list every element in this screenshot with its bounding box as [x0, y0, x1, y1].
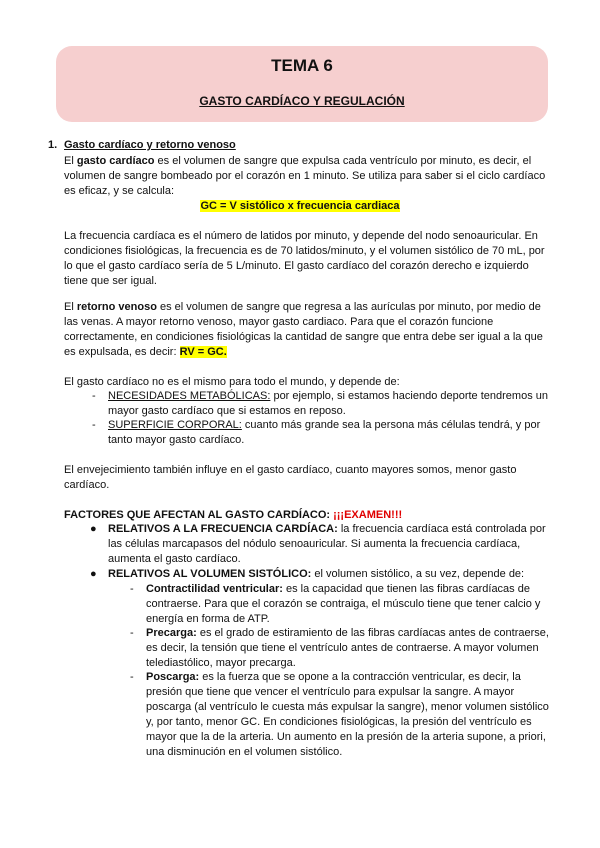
contr-line3: energía en forma de ATP.	[146, 613, 270, 625]
vs-line1: RELATIVOS AL VOLUMEN SISTÓLICO: el volumen sistólico, a su vez, depende de:	[108, 568, 525, 580]
exam-label: ¡¡¡EXAMEN!!!	[333, 509, 403, 521]
p2-line1: La frecuencia cardíaca es el número de latidos por minuto, y depende del nodo senoauricular. En	[64, 230, 538, 242]
p1-line1: El gasto cardíaco es el volumen de sangre que expulsa cada ventrículo por minuto, es decir, el	[64, 155, 532, 167]
p4-line: El gasto cardíaco no es el mismo para todo el mundo, y depende de:	[64, 376, 400, 388]
dash-marker: -	[130, 583, 134, 595]
rv-gc-formula: RV = GC.	[179, 346, 227, 358]
pos-line1: Poscarga: es la fuerza que se opone a la contracción ventricular, es decir, la	[146, 671, 521, 683]
dash-marker: -	[92, 419, 96, 431]
contr-line1: Contractilidad ventricular: es la capacidad que tienen las fibras cardíacas de	[146, 583, 530, 595]
page-subtitle: GASTO CARDÍACO Y REGULACIÓN	[199, 94, 405, 108]
section-heading: Gasto cardíaco y retorno venoso	[64, 139, 236, 151]
pos-line2: presión que tiene que vencer el ventrículo para expulsar la sangre. A mayor	[146, 686, 515, 698]
p2-line4: tiene que ser igual.	[64, 275, 157, 287]
p5-line1: El envejecimiento también influye en el gasto cardíaco, cuanto mayores somos, menor gasto	[64, 464, 517, 476]
p1-line2: volumen de sangre bombeado por el corazón en 1 minuto. Se utiliza para saber si el ciclo cardíaco	[64, 170, 546, 182]
fc-line1: RELATIVOS A LA FRECUENCIA CARDÍACA: la frecuencia cardíaca está controlada por	[108, 523, 546, 535]
item-superficie-cont: tanto mayor gasto cardíaco.	[108, 434, 245, 446]
dash-marker: -	[130, 671, 134, 683]
dash-marker: -	[92, 390, 96, 402]
pre-line1: Precarga: es el grado de estiramiento de las fibras cardíacas antes de contraerse,	[146, 627, 549, 639]
p2-line2: condiciones fisiológicas, la frecuencia es de 70 latidos/minuto, y el volumen sistólico de 70 mL, por	[64, 245, 545, 257]
factors-heading: FACTORES QUE AFECTAN AL GASTO CARDÍACO: ¡¡¡EXAMEN!!!	[64, 509, 403, 521]
p1-line3: es eficaz, y se calcula:	[64, 185, 175, 197]
item-necesidades-cont: mayor gasto cardíaco que si estamos en reposo.	[108, 405, 346, 417]
item-superficie: SUPERFICIE CORPORAL: cuanto más grande sea la persona más células tendrá, y por	[108, 419, 541, 431]
pos-line3: poscarga (al ventrículo le cuesta más expulsar la sangre), menor volumen sistólico	[146, 701, 549, 713]
fc-line2: las células marcapasos del nódulo senoauricular. Si aumenta la frecuencia cardíaca,	[108, 538, 521, 550]
p3-line3: correctamente, en condiciones fisiológicas la cantidad de sangre que entra debe ser igual a la que	[64, 331, 543, 343]
term-retorno-venoso: retorno venoso	[76, 301, 157, 313]
p3-line1: El retorno venoso es el volumen de sangre que regresa a las aurículas por minuto, por medio de	[64, 301, 541, 313]
pos-line4: y, por tanto, menor GC. En condiciones fisiológicas, la presión del ventrículo es	[146, 716, 532, 728]
p3-line4: es expulsada, es decir: RV = GC.	[64, 346, 227, 358]
page-title: TEMA 6	[271, 56, 333, 75]
formula-line	[0, 199, 600, 213]
title-banner	[56, 46, 548, 122]
dash-marker: -	[130, 627, 134, 639]
contr-line2: contraerse. Para que el corazón se contraiga, el músculo tiene que tener calcio y	[146, 598, 541, 610]
p2-line3: lo que el gasto cardíaco sería de 5 L/minuto. El gasto cardíaco del corazón derecho e izquierdo	[64, 260, 529, 272]
section-number: 1.	[48, 139, 58, 151]
p3-line2: las venas. A mayor retorno venoso, mayor gasto cardiaco. Para que el corazón funcione	[64, 316, 494, 328]
item-necesidades: NECESIDADES METABÓLICAS: por ejemplo, si estamos haciendo deporte tendremos un	[108, 390, 548, 402]
fc-line3: aumenta el gasto cardíaco.	[108, 553, 241, 565]
pre-line3: telediastólico, mayor precarga.	[146, 657, 296, 669]
formula: GC = V sistólico x frecuencia cardiaca	[200, 200, 400, 212]
pos-line5: mayor que la de la arteria. Un aumento en la presión de la arteria supone, a priori,	[146, 731, 546, 743]
bullet-marker: ●	[90, 523, 97, 535]
bullet-marker: ●	[90, 568, 97, 580]
term-gasto-cardiaco: gasto cardíaco	[76, 155, 155, 167]
pre-line2: es decir, la tensión que tiene el ventrículo antes de contraerse. A mayor volumen	[146, 642, 539, 654]
pos-line6: una disminución en el volumen sistólico.	[146, 746, 343, 758]
p5-line2: cardíaco.	[64, 479, 110, 491]
